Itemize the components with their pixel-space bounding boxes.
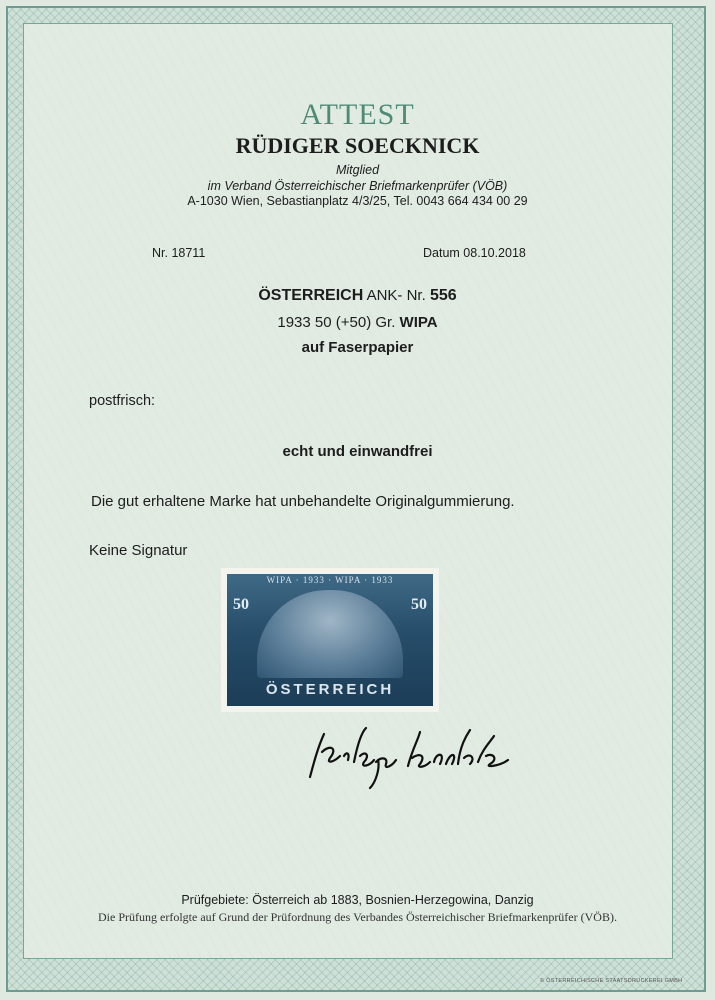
stamp-issue: WIPA bbox=[399, 314, 438, 331]
paper-type: auf Faserpapier bbox=[301, 339, 414, 356]
catalog-number: 556 bbox=[429, 287, 457, 304]
certificate-number: Nr. 18711 bbox=[152, 246, 206, 260]
condition-label: postfrisch: bbox=[89, 393, 156, 409]
catalog-prefix: ANK- Nr. bbox=[366, 287, 426, 304]
certificate-title: ATTEST bbox=[300, 98, 415, 131]
stamp-top-text: WIPA · 1933 · WIPA · 1933 bbox=[266, 575, 394, 585]
test-basis: Die Prüfung erfolgte auf Grund der Prüfordnung des Verbandes Österreichischer Briefmarkenprüfer (VÖB). bbox=[98, 910, 617, 924]
stamp-value-right: 50 bbox=[411, 596, 427, 613]
stamp-coach-scene bbox=[257, 590, 403, 678]
membership-label: Mitglied bbox=[335, 163, 380, 177]
printer-imprint: © ÖSTERREICHISCHE STAATSDRUCKEREI GMBH bbox=[540, 978, 683, 984]
stamp-image bbox=[221, 568, 439, 712]
stamp-design bbox=[227, 574, 433, 706]
handwritten-signature bbox=[300, 722, 520, 792]
stamp-country-line bbox=[0, 287, 715, 305]
verdict: echt und einwandfrei bbox=[282, 443, 433, 460]
country-name: ÖSTERREICH bbox=[258, 287, 364, 304]
stamp-description: 1933 50 (+50) Gr. bbox=[277, 314, 396, 331]
association-name: im Verband Österreichischer Briefmarkenprüfer (VÖB) bbox=[207, 179, 508, 193]
expert-address: A-1030 Wien, Sebastianplatz 4/3/25, Tel. 0043 664 434 00 29 bbox=[187, 194, 528, 208]
stamp-country-text: ÖSTERREICH bbox=[265, 681, 395, 698]
stamp-value-left: 50 bbox=[233, 596, 249, 613]
stamp-description-line bbox=[0, 314, 715, 331]
condition-description: Die gut erhaltene Marke hat unbehandelte Originalgummierung. bbox=[91, 493, 515, 510]
certificate-date: Datum 08.10.2018 bbox=[423, 246, 526, 260]
signature-note: Keine Signatur bbox=[89, 542, 188, 559]
test-areas: Prüfgebiete: Österreich ab 1883, Bosnien-Herzegowina, Danzig bbox=[181, 893, 534, 907]
expert-name: RÜDIGER SOECKNICK bbox=[235, 133, 480, 158]
